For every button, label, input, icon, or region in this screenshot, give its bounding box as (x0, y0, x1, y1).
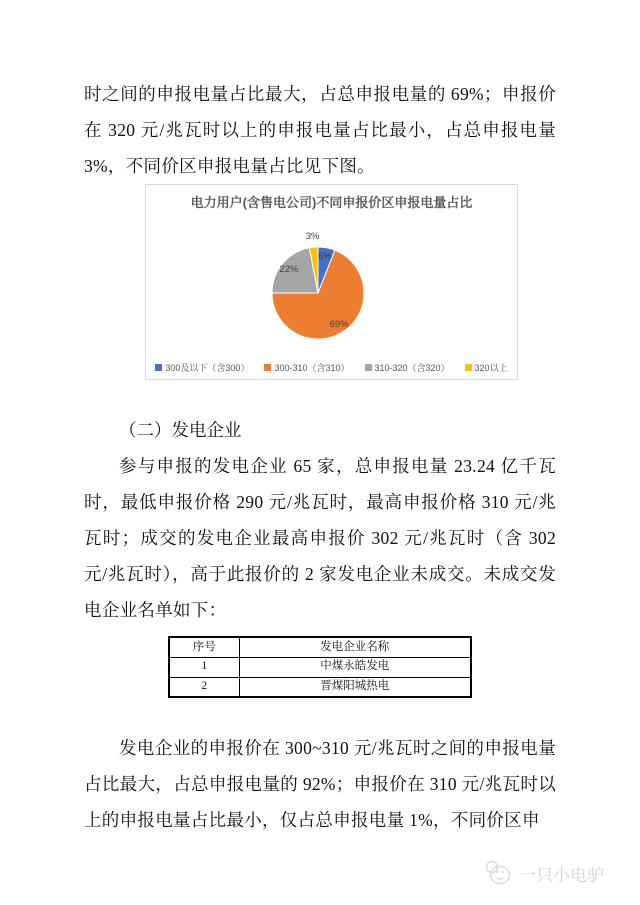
table-header-name: 发电企业名称 (239, 637, 471, 657)
legend-swatch (465, 364, 472, 371)
pie-slice-label: 3% (305, 231, 320, 243)
table-cell-seq: 2 (169, 677, 239, 697)
legend-item (264, 361, 349, 374)
paragraph-continuation: 时之间的申报电量占比最大，占总申报电量的 69%；申报价在 320 元/兆瓦时以上的申报电量占比最小，占总申报电量 3%，不同价区申报电量占比见下图。 (84, 84, 556, 176)
table-header-seq: 序号 (169, 637, 239, 657)
paragraph-share: 发电企业的申报价在 300~310 元/兆瓦时之间的申报电量占比最大，占总申报电量的 92%；申报价在 310 元/兆瓦时以上的申报电量占比最小，仅占总申报电量 1%，不同价区申 (84, 738, 556, 830)
table-cell-name: 中煤永皓发电 (239, 657, 471, 677)
table-cell-name: 晋煤阳城热电 (239, 677, 471, 697)
chart-title: 电力用户(含售电公司)不同申报价区申报电量占比 (190, 195, 473, 210)
legend-swatch (155, 364, 162, 371)
table-header-row (169, 637, 471, 657)
pie-chart-canvas (146, 227, 519, 357)
pie-slice-label: 22% (279, 263, 299, 275)
section-heading: （二）发电企业 (119, 420, 242, 440)
brand-watermark (483, 858, 604, 888)
legend-label: 310-320（含320） (374, 363, 450, 373)
donkey-logo-icon (483, 858, 513, 888)
legend-swatch (365, 364, 372, 371)
legend-label: 300及以下（含300） (165, 363, 250, 373)
table-row (169, 657, 471, 677)
legend-item (465, 361, 508, 374)
legend-swatch (264, 364, 271, 371)
pie-chart (145, 184, 518, 380)
pie-slice-label: 69% (329, 319, 349, 331)
unsold-generators-table (168, 636, 472, 698)
pie-slice-label: 6% (318, 250, 332, 262)
legend-label: 300-310（含310） (274, 363, 350, 373)
paragraph-generators: 参与申报的发电企业 65 家，总申报电量 23.24 亿千瓦时，最低申报价格 290 元/兆瓦时，最高申报价格 310 元/兆瓦时；成交的发电企业最高申报价 302 元/兆瓦时（含 302 元/兆瓦时），高于此报价的 2 家发电企业未成交。未成交发电企业名单如下： (84, 456, 556, 620)
chart-legend (146, 361, 517, 374)
table-cell-seq: 1 (169, 657, 239, 677)
legend-item (155, 361, 249, 374)
legend-item (365, 361, 450, 374)
legend-label: 320以上 (474, 363, 508, 373)
table-row (169, 677, 471, 697)
brand-name: 一只小电驴 (519, 865, 604, 885)
